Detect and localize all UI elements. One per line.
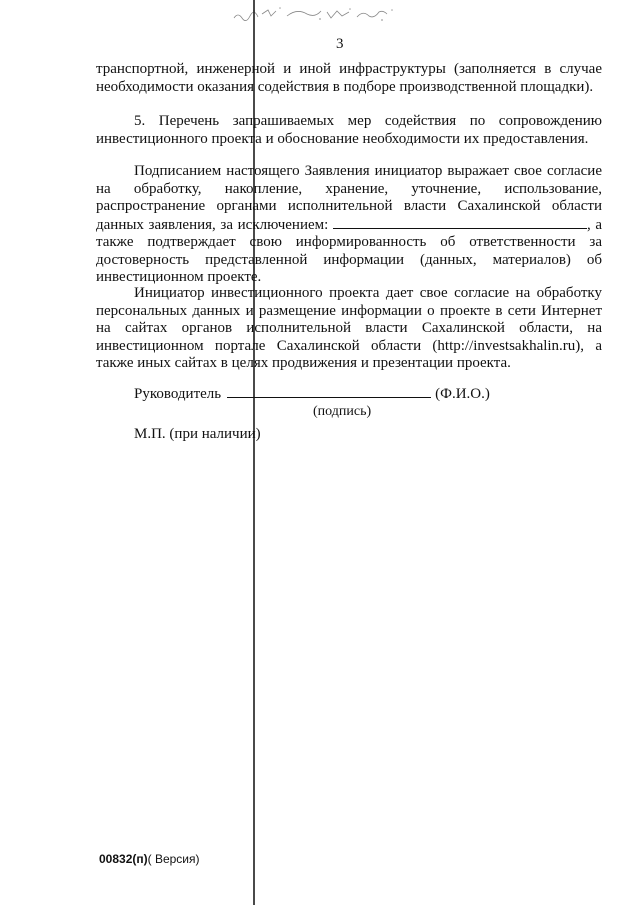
text-fragment: данных заявления, за исключением: (96, 216, 329, 233)
signature-caption: (подпись) (313, 404, 372, 419)
text-fragment: , а (586, 216, 602, 233)
version-footer (99, 852, 200, 866)
text-line: также иных сайтах в целях продвижения и презентации проекта. (96, 355, 511, 371)
infrastructure-paragraph (96, 61, 602, 96)
consent-paragraph (96, 163, 602, 287)
text-line: также подтверждает свою информированность об ответственности за (96, 234, 602, 250)
text-line: распространение органами исполнительной власти Сахалинской области (96, 198, 602, 214)
page-number: 3 (336, 36, 344, 52)
text-line: инвестиционном портале Сахалинской области (http://investsakhalin.ru), а (96, 337, 602, 354)
publication-consent-paragraph (96, 285, 602, 373)
document-code: 00832(п) (99, 852, 148, 866)
text-line-with-blank (96, 216, 602, 235)
signature-name-hint: (Ф.И.О.) (435, 386, 490, 402)
text-line: персональных данных и размещение информации о проекте в сети Интернет (96, 302, 602, 319)
text-line: Инициатор инвестиционного проекта дает свое согласие на обработку (134, 285, 602, 301)
text-line: на сайтах органов исполнительной власти Сахалинской области, на (96, 320, 602, 336)
text-line: 5. Перечень запрашиваемых мер содействия по сопровождению (134, 113, 602, 129)
text-line: достоверность представленной информации (данных, материалов) об (96, 251, 602, 268)
text-line: на обработку, накопление, хранение, уточнение, использование, (96, 180, 602, 197)
signature-row (134, 385, 490, 403)
text-line: необходимости оказания содействия в подборе производственной площадки). (96, 78, 594, 95)
scan-artifact-header (232, 2, 402, 24)
text-line: инвестиционном проекте. (96, 269, 262, 285)
version-label: ( Версия) (147, 852, 200, 866)
text-line: инвестиционного проекта и обоснование необходимости их предоставления. (96, 130, 589, 147)
item-5-paragraph (96, 113, 602, 148)
stamp-label: М.П. (при наличии) (134, 426, 261, 442)
exclusion-blank-field (333, 216, 587, 229)
text-line: Подписанием настоящего Заявления инициатор выражает свое согласие (134, 163, 602, 179)
text-line: транспортной, инженерной и иной инфраструктуры (заполняется в случае (96, 61, 602, 77)
signature-label: Руководитель (134, 386, 222, 402)
signature-blank-field (227, 385, 431, 398)
